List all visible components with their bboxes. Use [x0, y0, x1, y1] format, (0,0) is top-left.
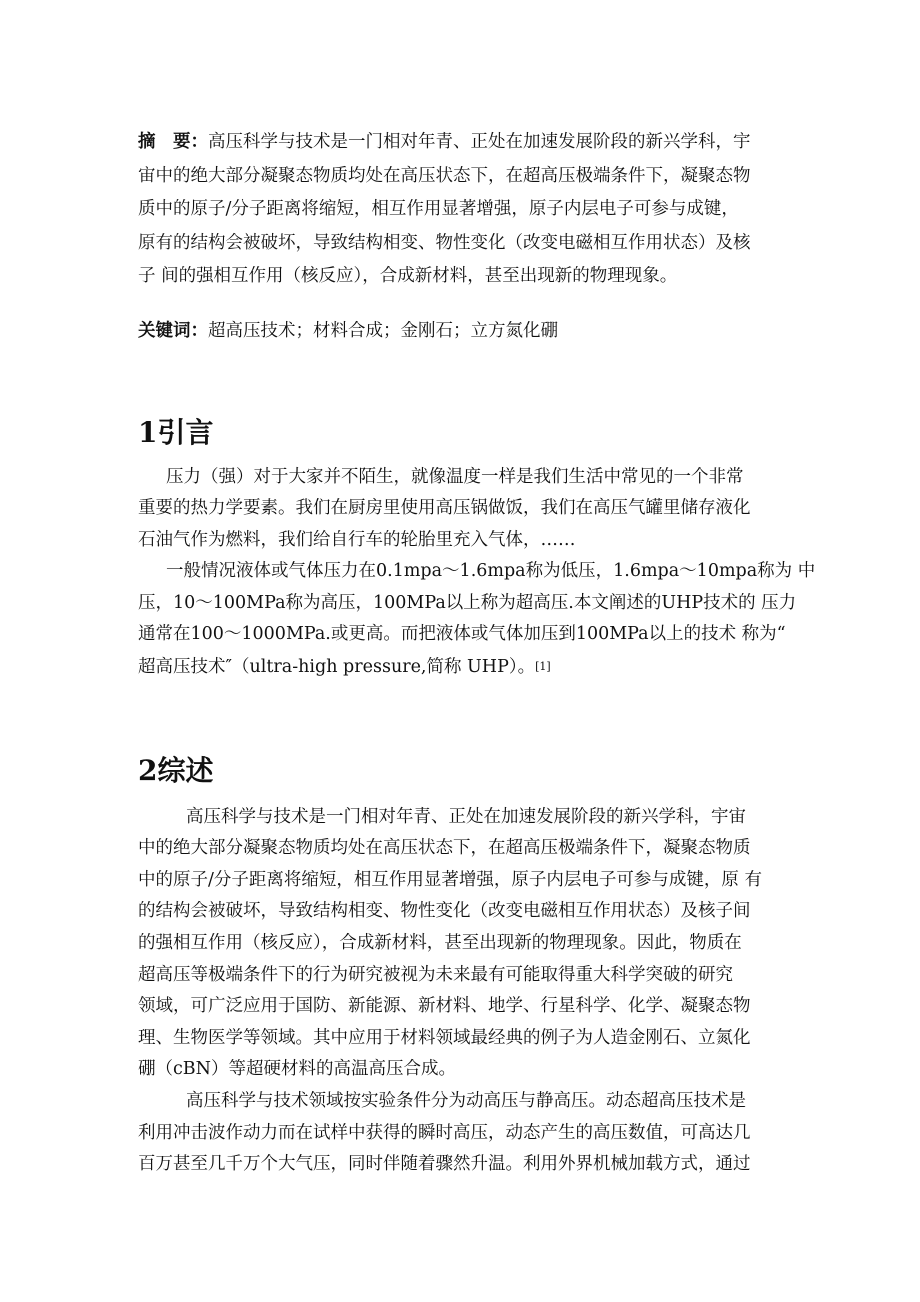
abstract-line: 子 间的强相互作用（核反应），合成新材料，甚至出现新的物理现象。 — [138, 266, 678, 286]
paragraph-line: 的强相互作用（核反应），合成新材料，甚至出现新的物理现象。因此，物质在 — [138, 933, 742, 954]
abstract-label: 摘 要： — [138, 132, 208, 152]
section-2-heading: 2综述 — [138, 753, 214, 787]
section-1-body — [138, 462, 816, 684]
section-1-heading: 1引言 — [138, 415, 214, 449]
paragraph-line: 的结构会被破坏，导致结构相变、物性变化（改变电磁相互作用状态）及核子间 — [138, 901, 751, 922]
abstract-text: 高压科学与技术是一门相对年青、正处在加速发展阶段的新兴学科，宇 — [208, 132, 751, 152]
paragraph-line: 超高压等极端条件下的行为研究被视为未来最有可能取得重大科学突破的研究 — [138, 964, 733, 985]
citation-reference[interactable]: [1] — [535, 660, 551, 674]
paragraph-line: 重要的热力学要素。我们在厨房里使用高压锅做饭，我们在高压气罐里储存液化 — [138, 498, 751, 519]
abstract-block — [138, 126, 798, 294]
paragraph-line: 硼（cBN）等超硬材料的高温高压合成。 — [138, 1059, 456, 1080]
abstract-line: 宙中的绝大部分凝聚态物质均处在高压状态下，在超高压极端条件下，凝聚态物 — [138, 165, 751, 186]
paragraph-line: 高压科学与技术领域按实验条件分为动高压与静高压。动态超高压技术是 — [186, 1091, 746, 1111]
abstract-line: 质中的原子/分子距离将缩短，相互作用显著增强，原子内层电子可参与成键， — [138, 199, 739, 219]
abstract-line — [138, 126, 798, 160]
paragraph-line — [138, 651, 798, 684]
paragraph-line: 压力（强）对于大家并不陌生，就像温度一样是我们生活中常见的一个非常 — [166, 466, 744, 487]
paragraph-line: 压，10～100MPa称为高压，100MPa以上称为超高压.本文阐述的UHP技术的 压力 — [138, 592, 797, 613]
paragraph-text: 超高压技术″（ultra-high pressure,简称 UHP）。 — [138, 657, 536, 678]
section-2-body — [138, 802, 798, 1181]
paragraph-line: 石油气作为燃料，我们给自行车的轮胎里充入气体，…… — [138, 529, 576, 550]
keywords-block — [138, 316, 798, 346]
document-page — [138, 126, 816, 1181]
keywords-label: 关键词： — [138, 320, 208, 341]
paragraph-line: 通常在100～1000MPa.或更高。而把液体或气体加压到100MPa以上的技术 称为“ — [138, 624, 786, 645]
paragraph-line: 中的绝大部分凝聚态物质均处在高压状态下，在超高压极端条件下，凝聚态物质 — [138, 838, 751, 859]
paragraph-line: 高压科学与技术是一门相对年青、正处在加速发展阶段的新兴学科，宇宙 — [186, 806, 746, 827]
paragraph-line: 百万甚至几千万个大气压，同时伴随着骤然升温。利用外界机械加载方式，通过 — [138, 1154, 751, 1175]
paragraph-line: 一般情况液体或气体压力在0.1mpa～1.6mpa称为低压，1.6mpa～10mpa称为 中 — [166, 561, 816, 582]
paragraph-line: 领域，可广泛应用于国防、新能源、新材料、地学、行星科学、化学、凝聚态物 — [138, 996, 751, 1017]
keywords-text: 超高压技术；材料合成；金刚石；立方氮化硼 — [208, 320, 558, 341]
paragraph-line: 中的原子/分子距离将缩短，相互作用显著增强，原子内层电子可参与成键，原 有 — [138, 869, 762, 890]
abstract-line: 原有的结构会被破坏，导致结构相变、物性变化（改变电磁相互作用状态）及核 — [138, 232, 751, 253]
paragraph-line: 利用冲击波作动力而在试样中获得的瞬时高压，动态产生的高压数值，可高达几 — [138, 1122, 751, 1143]
paragraph-line: 理、生物医学等领域。其中应用于材料领域最经典的例子为人造金刚石、立氮化 — [138, 1027, 751, 1048]
